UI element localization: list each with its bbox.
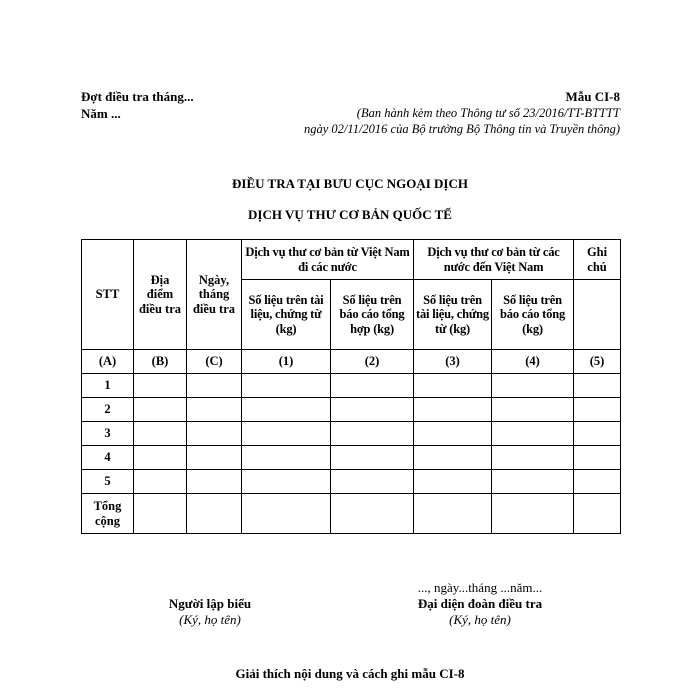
cell[interactable] [331,374,414,398]
cell[interactable] [414,494,492,534]
cell[interactable] [187,422,242,446]
header-location: Địa điểm điều tra [134,240,187,350]
cell[interactable] [134,446,187,470]
header-date: Ngày, tháng điều tra [187,240,242,350]
cell[interactable] [492,494,574,534]
cell[interactable] [414,470,492,494]
survey-period-year: Năm ... [81,106,121,121]
cell[interactable] [242,494,331,534]
doc-title-line2: DỊCH VỤ THƯ CƠ BẢN QUỐC TẾ [248,207,452,222]
representative-sign-note: (Ký, họ tên) [449,612,511,627]
cell[interactable] [242,398,331,422]
cell[interactable] [574,494,621,534]
header-stt: STT [82,240,134,350]
header-out-report: Số liệu trên báo cáo tổng hợp (kg) [331,280,414,350]
code-cell: (B) [134,350,187,374]
cell[interactable] [187,470,242,494]
preparer-title: Người lập biểu [168,596,252,611]
cell[interactable] [414,398,492,422]
header-inbound-group: Dịch vụ thư cơ bản từ các nước đến Việt Nam [414,240,574,280]
total-row [82,494,621,534]
cell[interactable] [242,446,331,470]
total-label: Tổng cộng [82,494,134,534]
header-note-blank [574,280,621,350]
row-number: 2 [82,398,134,422]
issue-note-line2: ngày 02/11/2016 của Bộ trưởng Bộ Thông tin và Truyền thông) [303,122,620,136]
code-cell: (C) [187,350,242,374]
explanation-title: Giải thích nội dung và cách ghi mẫu CI-8 [235,666,465,681]
cell[interactable] [331,446,414,470]
header-in-docs: Số liệu trên tài liệu, chứng từ (kg) [414,280,492,350]
code-cell: (4) [492,350,574,374]
form-code: Mẫu CI-8 [565,89,620,104]
cell[interactable] [574,470,621,494]
cell[interactable] [134,422,187,446]
cell[interactable] [492,398,574,422]
table-row [82,374,621,398]
cell[interactable] [134,398,187,422]
header-outbound-group: Dịch vụ thư cơ bản từ Việt Nam đi các nước [242,240,414,280]
cell[interactable] [331,422,414,446]
cell[interactable] [574,398,621,422]
header-note: Ghi chú [574,240,621,280]
cell[interactable] [134,494,187,534]
cell[interactable] [574,374,621,398]
table-row [82,470,621,494]
header-in-report: Số liệu trên báo cáo tổng (kg) [492,280,574,350]
table-row [82,398,621,422]
header-out-docs: Số liệu trên tài liệu, chứng từ (kg) [242,280,331,350]
cell[interactable] [187,494,242,534]
row-number: 4 [82,446,134,470]
representative-title: Đại diện đoàn điều tra [417,596,543,611]
table-row [82,446,621,470]
code-cell: (5) [574,350,621,374]
cell[interactable] [492,422,574,446]
code-row [82,350,621,374]
cell[interactable] [331,398,414,422]
cell[interactable] [242,470,331,494]
cell[interactable] [574,422,621,446]
cell[interactable] [414,446,492,470]
preparer-sign-note: (Ký, họ tên) [179,612,241,627]
cell[interactable] [187,374,242,398]
code-cell: (2) [331,350,414,374]
date-line: ..., ngày...tháng ...năm... [417,580,543,595]
row-number: 3 [82,422,134,446]
cell[interactable] [414,374,492,398]
code-cell: (1) [242,350,331,374]
cell[interactable] [134,374,187,398]
code-cell: (3) [414,350,492,374]
cell[interactable] [331,494,414,534]
cell[interactable] [492,470,574,494]
table-row [82,422,621,446]
code-cell: (A) [82,350,134,374]
cell[interactable] [492,374,574,398]
cell[interactable] [414,422,492,446]
cell[interactable] [331,470,414,494]
issue-note-line1: (Ban hành kèm theo Thông tư số 23/2016/TT-BTTTT [356,106,620,120]
survey-period-month: Đợt điều tra tháng... [81,89,194,104]
survey-table [81,239,621,534]
row-number: 1 [82,374,134,398]
cell[interactable] [492,446,574,470]
cell[interactable] [242,374,331,398]
cell[interactable] [187,446,242,470]
doc-title-line1: ĐIỀU TRA TẠI BƯU CỤC NGOẠI DỊCH [232,176,468,191]
cell[interactable] [242,422,331,446]
cell[interactable] [187,398,242,422]
row-number: 5 [82,470,134,494]
cell[interactable] [574,446,621,470]
cell[interactable] [134,470,187,494]
